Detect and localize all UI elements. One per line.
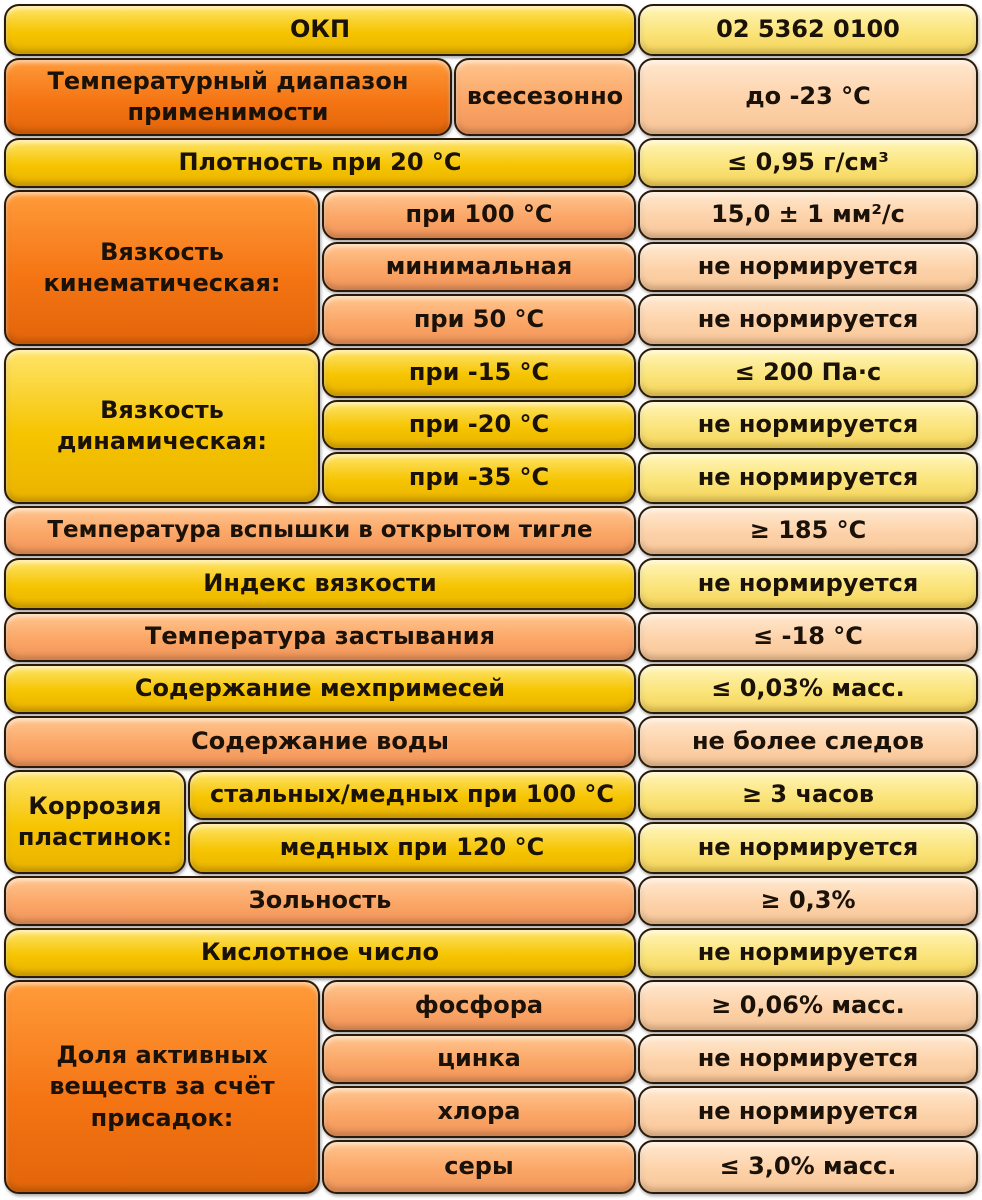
temp-range-label: Температурный диапазон применимости <box>4 58 452 136</box>
active-substances-value: не нормируется <box>638 1086 978 1138</box>
active-substances-value: не нормируется <box>638 1034 978 1084</box>
active-substances-value: ≥ 0,06% масс. <box>638 980 978 1032</box>
dynamic-viscosity-sub-label: при -15 °C <box>322 348 636 398</box>
dynamic-viscosity-value: ≤ 200 Па·с <box>638 348 978 398</box>
kinematic-viscosity-value: 15,0 ± 1 мм²/с <box>638 190 978 240</box>
kinematic-viscosity-sub-label: минимальная <box>322 242 636 292</box>
dynamic-viscosity-sub-label: при -35 °C <box>322 452 636 504</box>
pour-point-label: Температура застывания <box>4 612 636 662</box>
active-substances-sub-label: серы <box>322 1140 636 1194</box>
active-substances-sub-label: фосфора <box>322 980 636 1032</box>
temp-range-sub: всесезонно <box>454 58 636 136</box>
mech-impurities-value: ≤ 0,03% масс. <box>638 664 978 714</box>
dynamic-viscosity-value: не нормируется <box>638 452 978 504</box>
okp-label: ОКП <box>4 4 636 56</box>
active-substances-value: ≤ 3,0% масс. <box>638 1140 978 1194</box>
corrosion-sub-label: медных при 120 °C <box>188 822 636 874</box>
acid-number-value: не нормируется <box>638 928 978 978</box>
kinematic-viscosity-sub-label: при 50 °C <box>322 294 636 346</box>
active-substances-sub-label: хлора <box>322 1086 636 1138</box>
density-label: Плотность при 20 °C <box>4 138 636 188</box>
temp-range-value: до -23 °C <box>638 58 978 136</box>
pour-point-value: ≤ -18 °C <box>638 612 978 662</box>
ash-label: Зольность <box>4 876 636 926</box>
corrosion-value: не нормируется <box>638 822 978 874</box>
flash-point-label: Температура вспышки в открытом тигле <box>4 506 636 556</box>
acid-number-label: Кислотное число <box>4 928 636 978</box>
viscosity-index-value: не нормируется <box>638 558 978 610</box>
kinematic-viscosity-value: не нормируется <box>638 294 978 346</box>
corrosion-label: Коррозия пластинок: <box>4 770 186 874</box>
active-substances-label: Доля активных веществ за счёт присадок: <box>4 980 320 1194</box>
dynamic-viscosity-sub-label: при -20 °C <box>322 400 636 450</box>
viscosity-index-label: Индекс вязкости <box>4 558 636 610</box>
kinematic-viscosity-label: Вязкость кинематическая: <box>4 190 320 346</box>
active-substances-sub-label: цинка <box>322 1034 636 1084</box>
dynamic-viscosity-label: Вязкость динамическая: <box>4 348 320 504</box>
flash-point-value: ≥ 185 °C <box>638 506 978 556</box>
corrosion-sub-label: стальных/медных при 100 °C <box>188 770 636 820</box>
mech-impurities-label: Содержание мехпримесей <box>4 664 636 714</box>
dynamic-viscosity-value: не нормируется <box>638 400 978 450</box>
ash-value: ≥ 0,3% <box>638 876 978 926</box>
water-content-value: не более следов <box>638 716 978 768</box>
density-value: ≤ 0,95 г/см³ <box>638 138 978 188</box>
kinematic-viscosity-value: не нормируется <box>638 242 978 292</box>
kinematic-viscosity-sub-label: при 100 °C <box>322 190 636 240</box>
okp-value: 02 5362 0100 <box>638 4 978 56</box>
water-content-label: Содержание воды <box>4 716 636 768</box>
corrosion-value: ≥ 3 часов <box>638 770 978 820</box>
